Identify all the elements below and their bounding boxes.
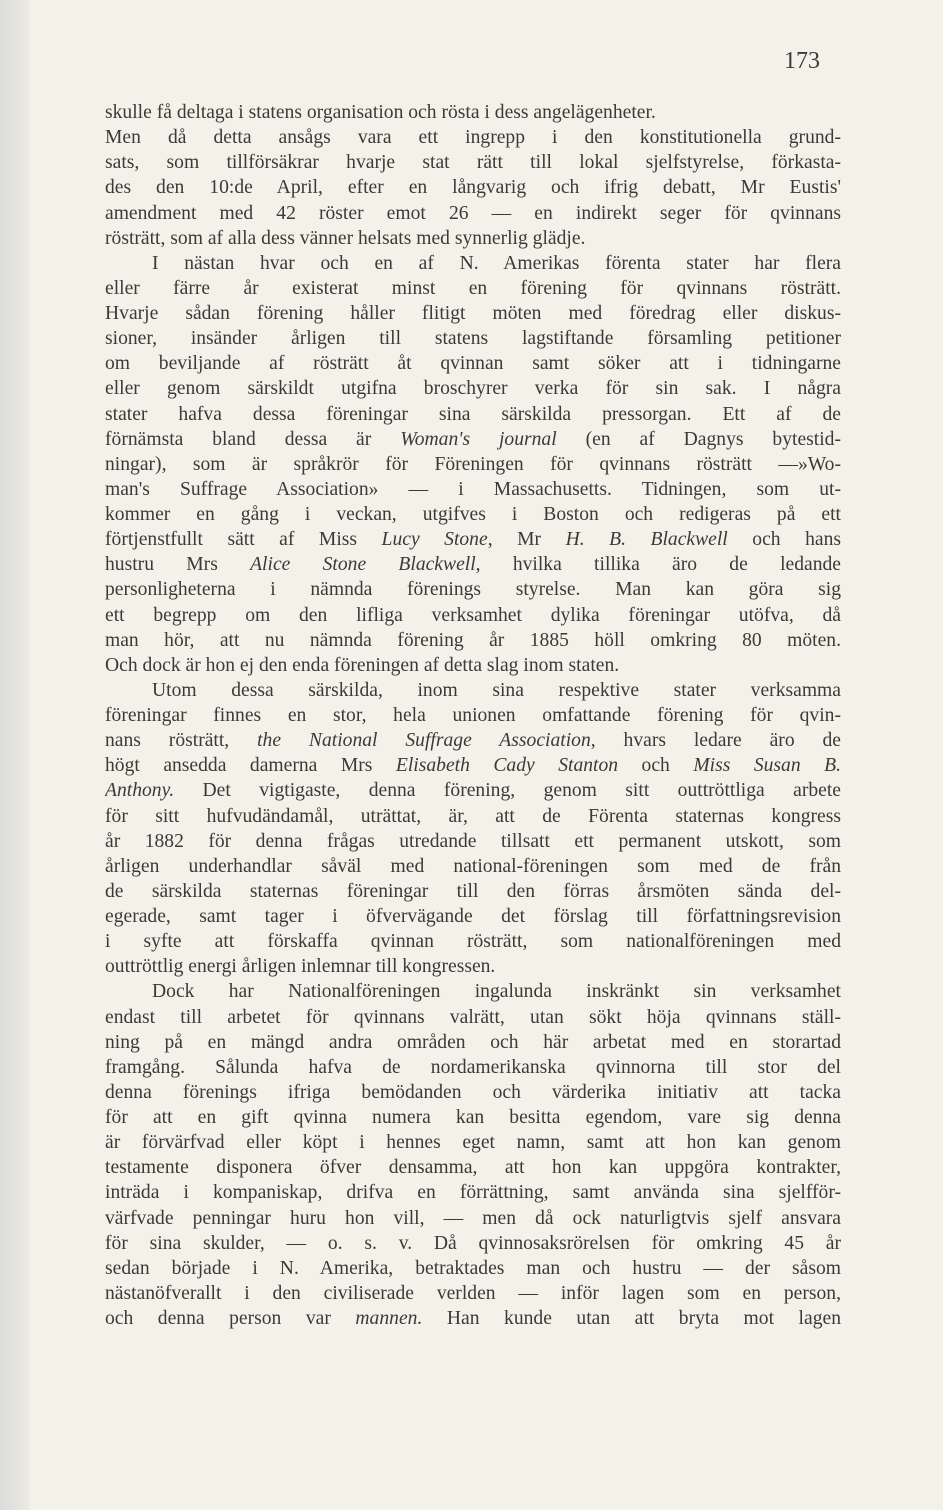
text-line xyxy=(105,678,841,703)
italic-text-segment: Woman's journal xyxy=(400,428,557,450)
text-segment: personligheterna i nämnda förenings styrelse. Man kan göra sig xyxy=(105,579,841,601)
text-segment: och denna person var xyxy=(105,1308,356,1329)
text-line xyxy=(105,125,841,150)
text-line xyxy=(105,452,841,477)
text-segment: Dock har Nationalföreningen ingalunda inskränkt sin verksamhet xyxy=(152,981,841,1003)
text-line xyxy=(105,753,841,778)
text-segment: Han kunde utan att bryta mot lagen xyxy=(422,1308,841,1329)
text-segment: Utom dessa särskilda, inom sina respektive stater verksamma xyxy=(152,679,841,701)
text-line xyxy=(105,829,841,854)
text-segment: år 1882 för denna frågas utredande tillsatt ett permanent utskott, som xyxy=(105,830,841,852)
text-line xyxy=(105,226,841,251)
italic-text-segment: Miss Susan B. xyxy=(693,755,841,777)
text-segment: , Mr xyxy=(487,529,566,551)
text-line xyxy=(105,904,841,929)
text-segment: des den 10:de April, efter en långvarig och ifrig debatt, Mr Eustis' xyxy=(105,177,841,199)
body-text xyxy=(105,100,841,1331)
text-line xyxy=(105,929,841,954)
text-line xyxy=(105,854,841,879)
italic-text-segment: the National Suffrage Association xyxy=(257,730,591,752)
text-line xyxy=(105,703,841,728)
text-segment: nans rösträtt, xyxy=(105,730,258,752)
text-segment: outtröttlig energi årligen inlemnar till kongressen. xyxy=(105,956,496,978)
text-line xyxy=(105,376,841,401)
italic-text-segment: Elisabeth Cady Stanton xyxy=(395,755,619,777)
text-segment: hustru Mrs xyxy=(105,554,251,576)
text-segment: skulle få deltaga i statens organisation och rösta i dess angelägenheter. xyxy=(105,102,656,123)
text-line xyxy=(105,502,841,527)
italic-text-segment: mannen. xyxy=(355,1308,423,1329)
text-line xyxy=(105,276,841,301)
text-segment: stater hafva dessa föreningar sina särskilda pressorgan. Ett af de xyxy=(105,403,841,425)
text-segment: högt ansedda damerna Mrs xyxy=(105,755,396,777)
italic-text-segment: H. B. Blackwell xyxy=(565,529,728,551)
text-line xyxy=(105,1206,841,1231)
text-line xyxy=(105,653,841,678)
text-line xyxy=(105,804,841,829)
text-segment: värfvade penningar huru hon vill, — men då ock naturligtvis sjelf ansvara xyxy=(105,1207,841,1229)
text-segment: och hans xyxy=(727,529,841,551)
text-segment: sioner, insänder årligen till statens lagstiftande församling petitioner xyxy=(105,328,841,350)
text-segment: amendment med 42 röster emot 26 — en indirekt seger för qvinnans xyxy=(105,202,841,224)
italic-text-segment: Alice Stone Blackwell xyxy=(250,554,476,576)
text-line xyxy=(105,100,841,125)
text-line xyxy=(105,301,841,326)
text-line xyxy=(105,150,841,175)
text-segment: , hvars ledare äro de xyxy=(590,730,841,752)
text-segment: denna förenings ifriga bemödanden och värderika initiativ att tacka xyxy=(105,1081,841,1103)
text-line xyxy=(105,1306,841,1331)
text-line xyxy=(105,1155,841,1180)
text-segment: föreningar finnes en stor, hela unionen omfattande förening för qvin- xyxy=(105,705,841,726)
text-line xyxy=(105,603,841,628)
page-gutter-shadow xyxy=(0,0,30,1510)
text-segment: egerade, samt tager i öfvervägande det förslag till författningsrevision xyxy=(105,906,841,927)
text-line xyxy=(105,527,841,552)
text-line xyxy=(105,1080,841,1105)
text-segment: förtjenstfullt sätt af Miss xyxy=(105,529,382,551)
text-segment: de särskilda staternas föreningar till den förras årsmöten sända del- xyxy=(105,880,841,902)
text-line xyxy=(105,1055,841,1080)
text-segment: man's Suffrage Association» — i Massachusetts. Tidningen, som ut- xyxy=(105,478,841,500)
text-line xyxy=(105,954,841,979)
text-line xyxy=(105,1256,841,1281)
text-segment: inträda i kompaniskap, drifva en förrättning, samt använda sina sjelfför- xyxy=(105,1182,841,1204)
text-segment: testamente disponera öfver densamma, att hon kan uppgöra kontrakter, xyxy=(105,1157,841,1179)
text-segment: årligen underhandlar såväl med national-föreningen som med de från xyxy=(105,855,841,877)
text-segment: nästanöfverallt i den civiliserade verlden — inför lagen som en person, xyxy=(105,1282,841,1304)
text-line xyxy=(105,1130,841,1155)
text-segment: Det vigtigaste, denna förening, genom sitt outtröttliga arbete xyxy=(174,780,841,802)
text-segment: i syfte att förskaffa qvinnan rösträtt, som nationalföreningen med xyxy=(105,931,841,953)
text-segment: Hvarje sådan förening håller flitigt möten med föredrag eller diskus- xyxy=(105,303,841,324)
text-line xyxy=(105,778,841,803)
text-line xyxy=(105,628,841,653)
page-number: 173 xyxy=(784,48,820,74)
text-segment: (en af Dagnys bytestid- xyxy=(556,428,841,450)
text-line xyxy=(105,1105,841,1130)
text-line xyxy=(105,175,841,200)
text-line xyxy=(105,728,841,753)
text-line xyxy=(105,1005,841,1030)
text-segment: om beviljande af rösträtt åt qvinnan samt söker att i tidningarne xyxy=(105,353,841,375)
text-line xyxy=(105,351,841,376)
text-segment: framgång. Sålunda hafva de nordamerikanska qvinnorna till stor del xyxy=(105,1056,841,1078)
text-segment: eller färre år existerat minst en förening för qvinnans rösträtt. xyxy=(105,277,841,299)
text-line xyxy=(105,402,841,427)
text-segment: man hör, att nu nämnda förening år 1885 höll omkring 80 möten. xyxy=(105,629,841,651)
text-line xyxy=(105,1231,841,1256)
text-line xyxy=(105,477,841,502)
text-line xyxy=(105,1281,841,1306)
text-segment: Och dock är hon ej den enda föreningen af detta slag inom staten. xyxy=(105,654,620,676)
text-line xyxy=(105,1030,841,1055)
text-segment: sedan började i N. Amerika, betraktades man och hustru — der såsom xyxy=(105,1257,841,1279)
text-segment: ett begrepp om den lifliga verksamhet dylika föreningar utöfva, då xyxy=(105,604,841,626)
text-segment: och xyxy=(618,755,694,777)
text-line xyxy=(105,251,841,276)
text-segment: för sitt hufvudändamål, uträttat, är, att de Förenta staternas kongress xyxy=(105,805,841,827)
text-segment: sats, som tillförsäkrar hvarje stat rätt till lokal sjelfstyrelse, förkasta- xyxy=(105,152,841,174)
text-line xyxy=(105,427,841,452)
text-line xyxy=(105,879,841,904)
text-segment: för att en gift qvinna numera kan besitta egendom, vare sig denna xyxy=(105,1107,841,1128)
text-segment: är förvärfvad eller köpt i hennes eget namn, samt att hon kan genom xyxy=(105,1132,841,1154)
text-line xyxy=(105,979,841,1004)
text-segment: förnämsta bland dessa är xyxy=(105,428,401,450)
text-segment: Men då detta ansågs vara ett ingrepp i den konstitutionella grund- xyxy=(105,127,841,149)
text-segment: kommer en gång i veckan, utgifves i Boston och redigeras på ett xyxy=(105,504,841,525)
text-line xyxy=(105,326,841,351)
text-segment: rösträtt, som af alla dess vänner helsats med synnerlig glädje. xyxy=(105,227,586,249)
text-segment: eller genom särskildt utgifna broschyrer verka för sin sak. I några xyxy=(105,378,841,400)
text-segment: I nästan hvar och en af N. Amerikas förenta stater har flera xyxy=(152,252,841,274)
italic-text-segment: Anthony. xyxy=(105,780,175,802)
text-line xyxy=(105,1180,841,1205)
text-line xyxy=(105,577,841,602)
text-segment: , hvilka tillika äro de ledande xyxy=(475,554,841,576)
italic-text-segment: Lucy Stone xyxy=(381,529,488,551)
text-segment: för sina skulder, — o. s. v. Då qvinnosaksrörelsen för omkring 45 år xyxy=(105,1232,841,1254)
text-segment: endast till arbetet för qvinnans valrätt, utan sökt höja qvinnans ställ- xyxy=(105,1006,841,1028)
text-line xyxy=(105,552,841,577)
text-line xyxy=(105,201,841,226)
text-segment: ningar), som är språkrör för Föreningen för qvinnans rösträtt —»Wo- xyxy=(105,453,841,475)
text-segment: ning på en mängd andra områden och här arbetat med en storartad xyxy=(105,1031,841,1053)
